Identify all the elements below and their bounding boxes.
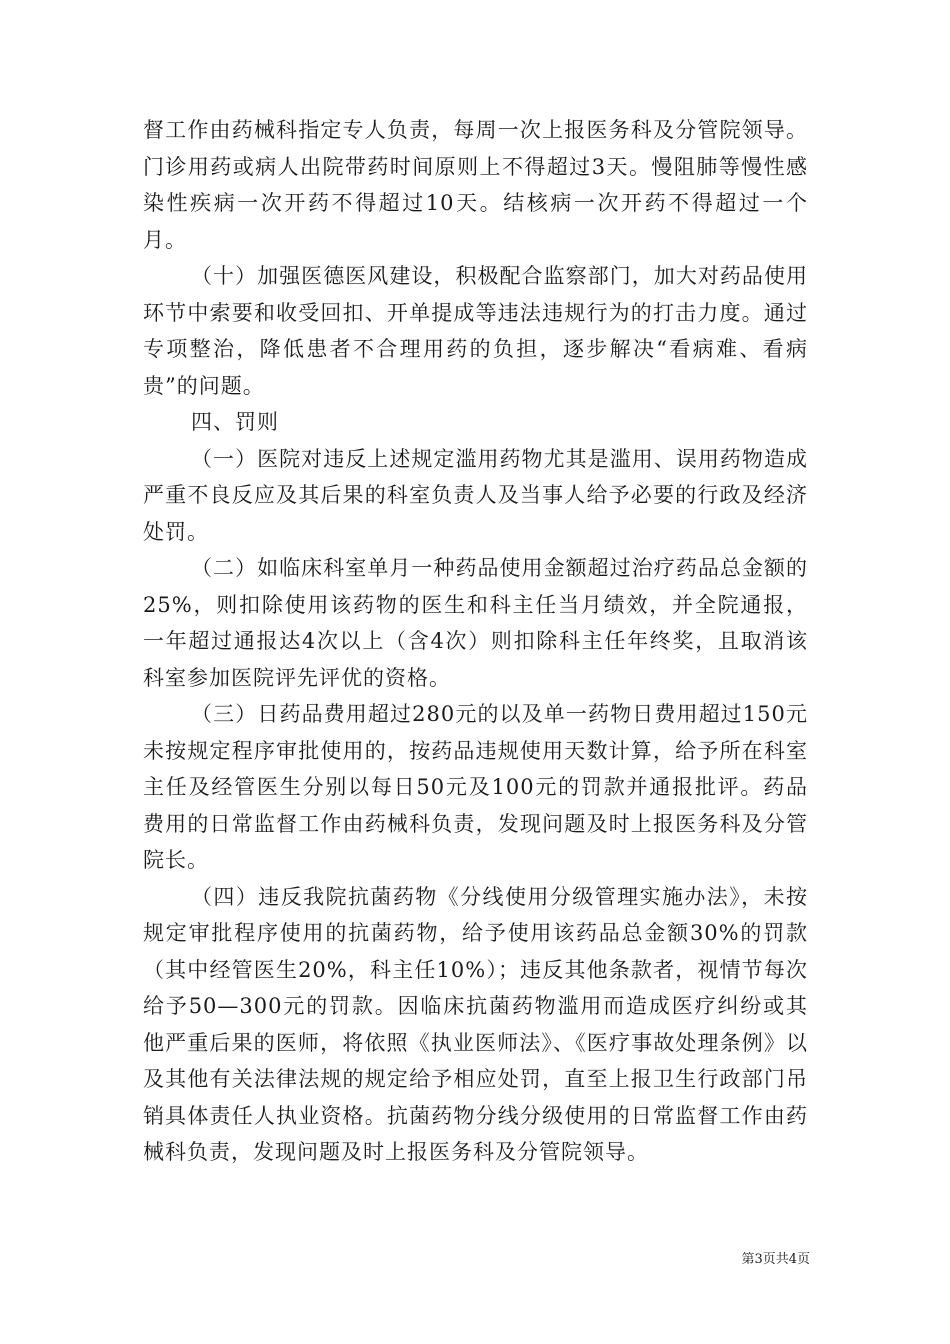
document-body bbox=[143, 112, 808, 1171]
paragraph-penalty-2: （二）如临床科室单月一种药品使用金额超过治疗药品总金额的25%，则扣除使用该药物的医生和科主任当月绩效，并全院通报，一年超过通报达4次以上（含4次）则扣除科主任年终奖，且取消该科室参加医院评先评优的资格。 bbox=[143, 556, 808, 690]
paragraph-continuation: 督工作由药械科指定专人负责，每周一次上报医务科及分管院领导。门诊用药或病人出院带药时间原则上不得超过3天。慢阻肺等慢性感染性疾病一次开药不得超过10天。结核病一次开药不得超过一个月。 bbox=[143, 118, 808, 252]
section-heading-penalties: 四、罚则 bbox=[191, 410, 279, 434]
paragraph-penalty-4: （四）违反我院抗菌药物《分线使用分级管理实施办法》，未按规定审批程序使用的抗菌药物，给予使用该药品总金额30%的罚款（其中经管医生20%，科主任10%）；违反其他条款者，视情节每次给予50—300元的罚款。因临床抗菌药物滥用而造成医疗纠纷或其他严重后果的医师，将依照《执业医师法》、《医疗事故处理条例》以及其他有关法律法规的规定给予相应处罚，直至上报卫生行政部门吊销具体责任人执业资格。抗菌药物分线分级使用的日常监督工作由药械科负责，发现问题及时上报医务科及分管院领导。 bbox=[143, 884, 808, 1164]
paragraph-penalty-1: （一）医院对违反上述规定滥用药物尤其是滥用、误用药物造成严重不良反应及其后果的科室负责人及当事人给予必要的行政及经济处罚。 bbox=[143, 446, 808, 544]
page-number-footer: 第3页共4页 bbox=[741, 1252, 810, 1267]
paragraph-item-10: （十）加强医德医风建设，积极配合监察部门，加大对药品使用环节中索要和收受回扣、开单提成等违法违规行为的打击力度。通过专项整治，降低患者不合理用药的负担，逐步解决“看病难、看病贵”的问题。 bbox=[143, 264, 808, 398]
paragraph-penalty-3: （三）日药品费用超过280元的以及单一药物日费用超过150元未按规定程序审批使用的，按药品违规使用天数计算，给予所在科室主任及经管医生分别以每日50元及100元的罚款并通报批评。药品费用的日常监督工作由药械科负责，发现问题及时上报医务科及分管院长。 bbox=[143, 702, 808, 872]
